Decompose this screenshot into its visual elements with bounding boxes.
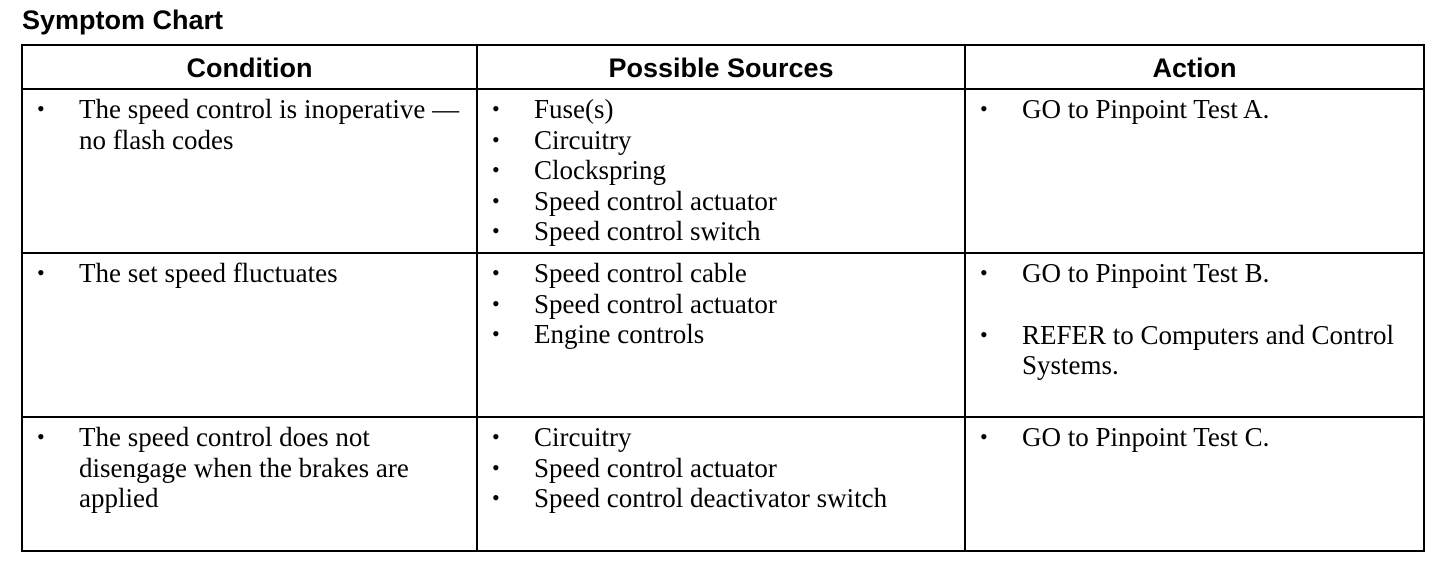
action-item: • REFER to Computers and Control Systems. [980, 319, 1395, 380]
source-item: • Speed control switch [492, 216, 761, 246]
action-cell [965, 253, 1424, 417]
bullet-icon: • [492, 454, 500, 480]
source-item: • Speed control actuator [492, 288, 777, 319]
source-item: • Speed control deactivator switch [492, 483, 888, 513]
bullet-icon: • [980, 424, 988, 449]
action-item: • GO to Pinpoint Test A. [980, 94, 1270, 124]
source-item: • Clockspring [492, 155, 666, 185]
condition-item: • The speed control does not disengage when the brakes are applied [37, 422, 409, 513]
source-item: • Fuse(s) [492, 94, 614, 124]
header-possible-sources: Possible Sources [477, 45, 965, 89]
action-cell [965, 417, 1424, 551]
bullet-icon: • [980, 96, 988, 121]
source-item: • Speed control actuator [492, 452, 777, 483]
sources-cell [477, 417, 965, 551]
bullet-icon: • [37, 96, 45, 121]
sources-cell [477, 253, 965, 417]
condition-cell [22, 417, 477, 551]
bullet-icon: • [37, 424, 45, 449]
source-item: • Speed control actuator [492, 185, 777, 216]
bullet-icon: • [980, 321, 988, 347]
source-item: • Engine controls [492, 319, 705, 349]
condition-cell [22, 89, 477, 253]
bullet-icon: • [492, 126, 500, 152]
symptom-table [21, 44, 1425, 552]
header-condition: Condition [22, 45, 477, 89]
header-row [22, 45, 1424, 89]
table-row [22, 89, 1424, 253]
source-item: • Circuitry [492, 422, 632, 452]
bullet-icon: • [492, 321, 500, 346]
action-cell [965, 89, 1424, 253]
source-item: • Circuitry [492, 124, 632, 155]
action-item: • GO to Pinpoint Test C. [980, 422, 1270, 452]
source-item: • Speed control cable [492, 258, 747, 288]
action-item: • GO to Pinpoint Test B. [980, 258, 1270, 288]
table-row [22, 417, 1424, 551]
chart-title: Symptom Chart [22, 5, 224, 35]
condition-item: • The speed control is inoperative — no flash codes [37, 94, 460, 155]
bullet-icon: • [492, 424, 500, 449]
bullet-icon: • [492, 290, 500, 316]
bullet-icon: • [492, 260, 500, 285]
bullet-icon: • [492, 187, 500, 213]
table-row [22, 253, 1424, 417]
bullet-icon: • [492, 157, 500, 182]
bullet-icon: • [37, 260, 45, 285]
condition-item: • The set speed fluctuates [37, 258, 338, 288]
bullet-icon: • [980, 260, 988, 285]
bullet-icon: • [492, 96, 500, 121]
bullet-icon: • [492, 218, 500, 243]
header-action: Action [965, 45, 1424, 89]
sources-cell [477, 89, 965, 253]
condition-cell [22, 253, 477, 417]
bullet-icon: • [492, 485, 500, 510]
